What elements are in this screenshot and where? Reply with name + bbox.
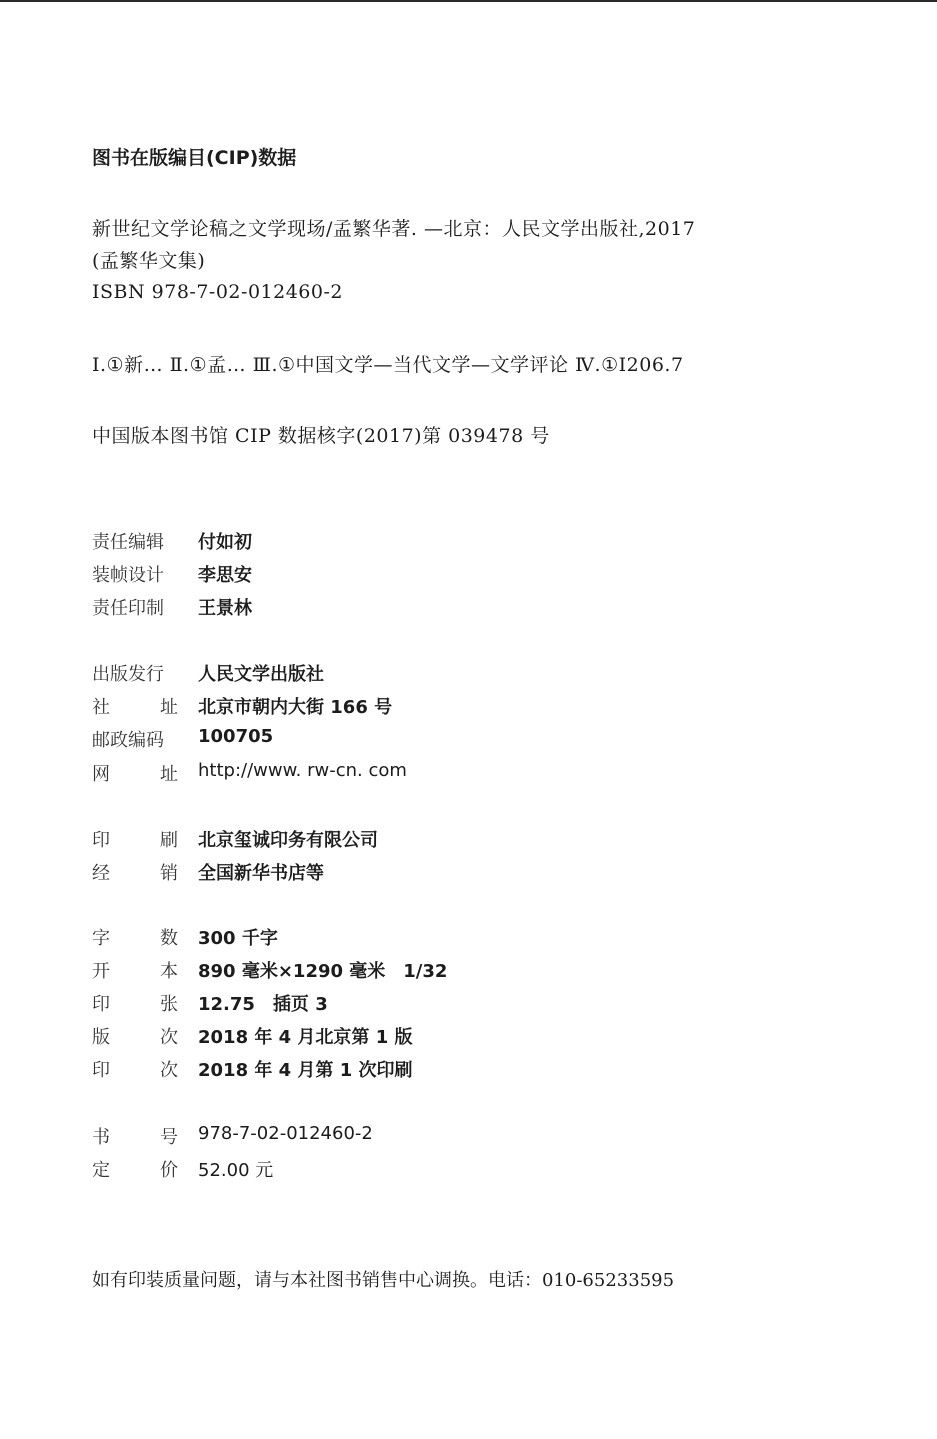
spec-label: 开 本 [92, 961, 178, 982]
spec-label: 版 次 [92, 1027, 178, 1048]
credit-label: 装帧设计 [92, 565, 164, 586]
quality-notice-footer: 如有印装质量问题，请与本社图书销售中心调换。电话：010-65233595 [92, 1270, 675, 1291]
publisher-website-value: http://www. rw-cn. com [198, 760, 407, 781]
cip-isbn-line: ISBN 978-7-02-012460-2 [92, 281, 343, 303]
spec-value: 12.75 插页 3 [198, 994, 328, 1015]
publisher-label: 社 址 [92, 697, 178, 718]
publisher-value: 人民文学出版社 [198, 664, 324, 685]
spec-value: 300 千字 [198, 928, 278, 949]
spec-label: 印 次 [92, 1060, 178, 1081]
spec-value: 2018 年 4 月第 1 次印刷 [198, 1060, 413, 1081]
credit-value: 付如初 [198, 532, 252, 553]
publisher-label: 出版发行 [92, 664, 164, 685]
publisher-label: 邮政编码 [92, 730, 164, 751]
spec-value: 890 毫米×1290 毫米 1/32 [198, 961, 448, 982]
cip-series-line: (孟繁华文集) [92, 250, 206, 272]
publisher-value: 100705 [198, 726, 274, 747]
cip-classification-line: Ⅰ.①新… Ⅱ.①孟… Ⅲ.①中国文学—当代文学—文学评论 Ⅳ.①I206.7 [92, 354, 684, 376]
pricing-value: 978-7-02-012460-2 [198, 1123, 373, 1144]
publisher-value: 北京市朝内大街 166 号 [198, 697, 393, 718]
credit-value: 李思安 [198, 565, 252, 586]
printing-label: 经 销 [92, 863, 178, 884]
spec-label: 字 数 [92, 928, 178, 949]
publisher-label: 网 址 [92, 764, 178, 785]
cip-heading: 图书在版编目(CIP)数据 [92, 147, 297, 169]
pricing-label: 书 号 [92, 1127, 178, 1148]
credit-value: 王景林 [198, 598, 252, 619]
credit-label: 责任印制 [92, 598, 164, 619]
printing-value: 全国新华书店等 [198, 863, 324, 884]
printing-value: 北京玺诚印务有限公司 [198, 830, 378, 851]
cip-verification-line: 中国版本图书馆 CIP 数据核字(2017)第 039478 号 [92, 425, 550, 447]
printing-label: 印 刷 [92, 830, 178, 851]
spec-value: 2018 年 4 月北京第 1 版 [198, 1027, 413, 1048]
credit-label: 责任编辑 [92, 532, 164, 553]
spec-label: 印 张 [92, 994, 178, 1015]
pricing-label: 定 价 [92, 1160, 178, 1181]
top-border-rule [0, 0, 937, 2]
cip-title-line: 新世纪文学论稿之文学现场/孟繁华著. —北京：人民文学出版社,2017 [92, 218, 696, 240]
pricing-value: 52.00 元 [198, 1160, 274, 1181]
